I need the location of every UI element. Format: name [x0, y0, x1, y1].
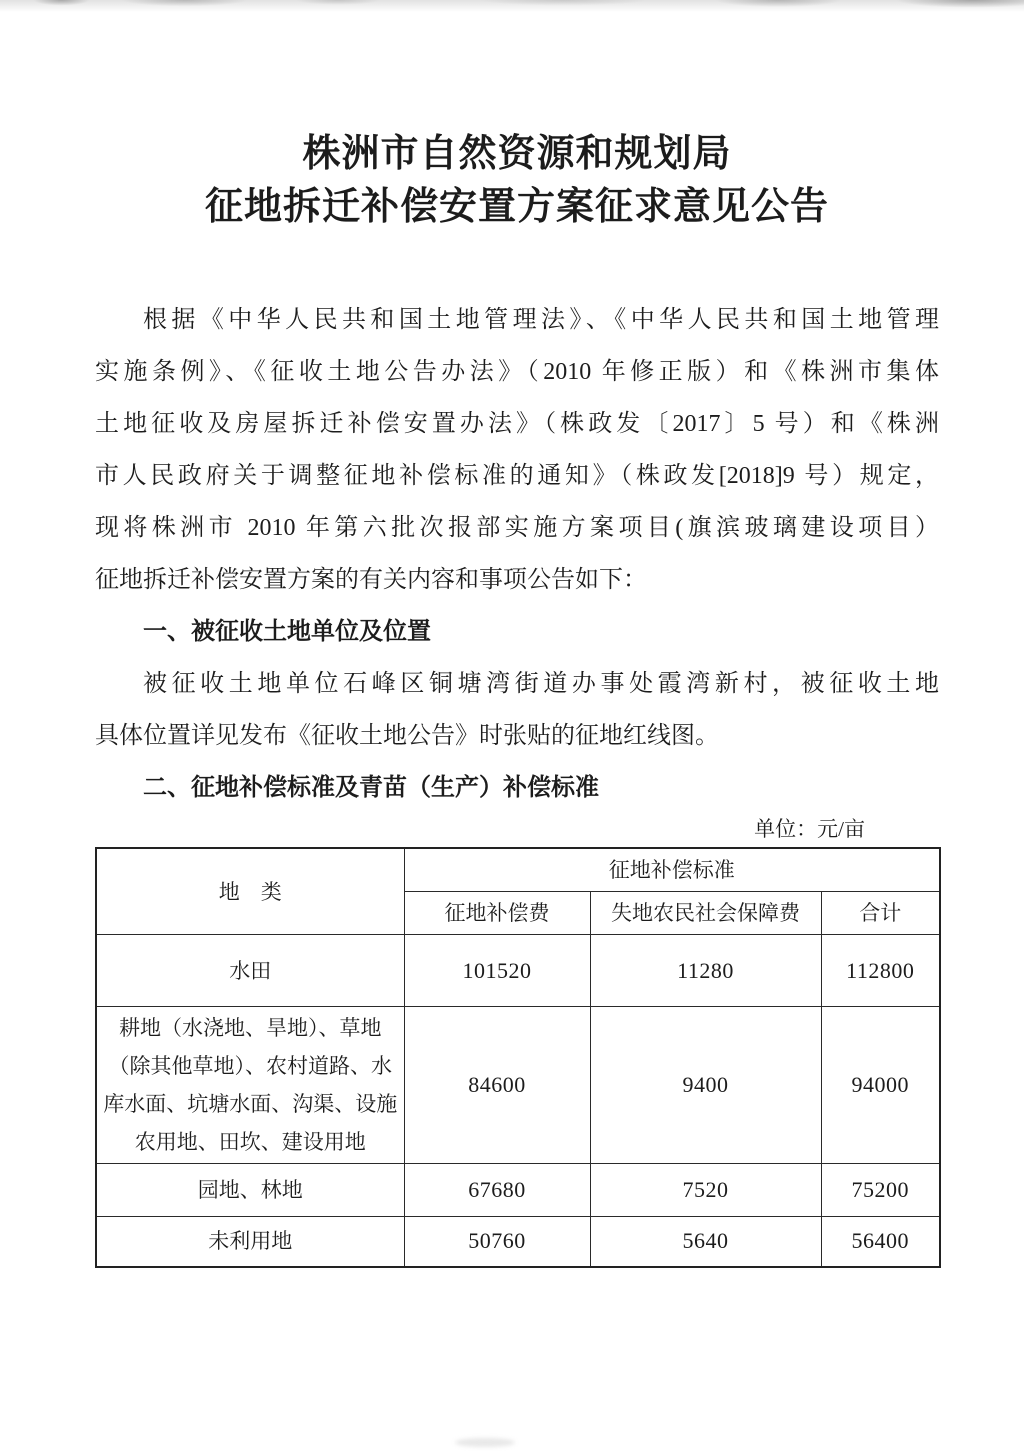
cell-compensation-fee: 101520: [404, 935, 590, 1007]
scan-artifact-bottom-smudge: [455, 1438, 515, 1447]
cell-land-type: 水田: [96, 935, 404, 1007]
section-heading-2: 二、征地补偿标准及青苗（生产）补偿标准: [143, 775, 599, 801]
body-line: 市人民政府关于调整征地补偿标准的通知》（株政发[2018]9 号）规定，: [95, 463, 939, 489]
title-line-1: 株洲市自然资源和规划局: [302, 133, 732, 175]
document-body: [95, 294, 939, 814]
cell-compensation-fee: 84600: [404, 1007, 590, 1164]
document-content: [95, 0, 939, 1268]
header-cell-land-type: 地 类: [96, 848, 404, 935]
body-line: 根据《中华人民共和国土地管理法》、《中华人民共和国土地管理: [143, 307, 939, 333]
table-row: [96, 1164, 940, 1217]
table-row: [96, 935, 940, 1007]
body-line: 现将株洲市 2010 年第六批次报部实施方案项目(旗滨玻璃建设项目）: [95, 515, 939, 541]
cell-total: 112800: [821, 935, 940, 1007]
header-cell-group: 征地补偿标准: [404, 848, 940, 892]
cell-total: 75200: [821, 1164, 940, 1217]
cell-land-type: 未利用地: [96, 1217, 404, 1267]
body-line: 具体位置详见发布《征收土地公告》时张贴的征地红线图。: [95, 723, 719, 749]
cell-social-security-fee: 7520: [590, 1164, 821, 1217]
body-line: 被征收土地单位石峰区铜塘湾街道办事处霞湾新村，被征收土地: [143, 671, 939, 697]
header-cell-total: 合计: [821, 892, 940, 935]
cell-land-type: 园地、林地: [96, 1164, 404, 1217]
table-header-row-group: [96, 848, 940, 892]
cell-total: 56400: [821, 1217, 940, 1267]
compensation-standards-table: [95, 847, 941, 1268]
table-row: [96, 1217, 940, 1267]
cell-total: 94000: [821, 1007, 940, 1164]
cell-social-security-fee: 11280: [590, 935, 821, 1007]
body-line: 实施条例》、《征收土地公告办法》（2010 年修正版）和《株洲市集体: [95, 359, 939, 385]
document-title: [95, 0, 939, 234]
table-unit-label: 单位：元/亩: [754, 817, 865, 841]
cell-compensation-fee: 67680: [404, 1164, 590, 1217]
header-cell-compensation-fee: 征地补偿费: [404, 892, 590, 935]
cell-compensation-fee: 50760: [404, 1217, 590, 1267]
body-line: 土地征收及房屋拆迁补偿安置办法》（株政发〔2017〕5 号）和《株洲: [95, 411, 939, 437]
cell-social-security-fee: 5640: [590, 1217, 821, 1267]
cell-land-type: 耕地（水浇地、旱地）、草地（除其他草地）、农村道路、水库水面、坑塘水面、沟渠、设施农用地、田坎、建设用地: [96, 1007, 404, 1164]
section-heading-1: 一、被征收土地单位及位置: [143, 619, 431, 645]
cell-social-security-fee: 9400: [590, 1007, 821, 1164]
table-row: [96, 1007, 940, 1164]
header-cell-social-security-fee: 失地农民社会保障费: [590, 892, 821, 935]
title-line-2: 征地拆迁补偿安置方案征求意见公告: [204, 186, 829, 228]
body-line: 征地拆迁补偿安置方案的有关内容和事项公告如下：: [95, 567, 647, 593]
